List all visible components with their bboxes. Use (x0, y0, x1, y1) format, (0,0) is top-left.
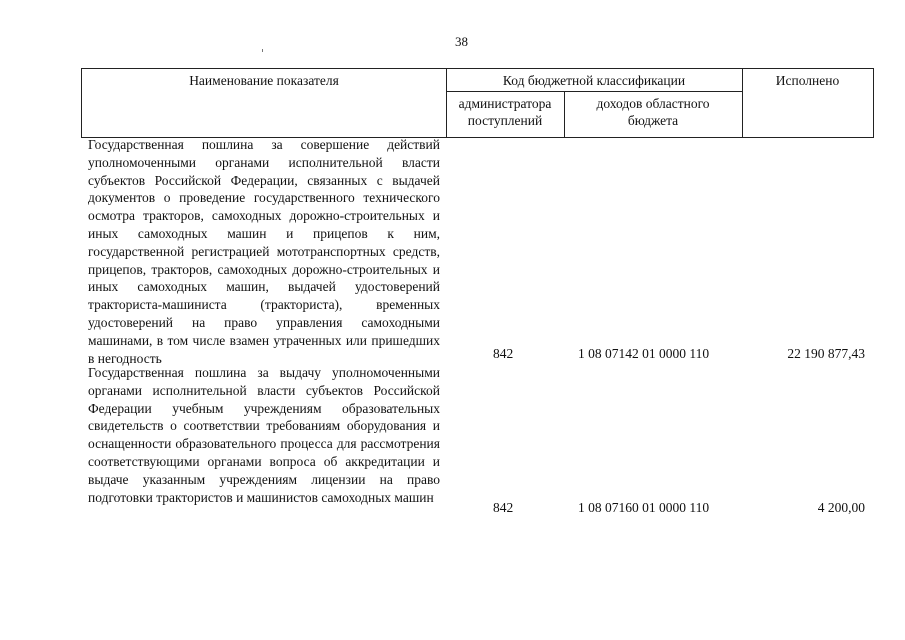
row-admin-code: 842 (493, 500, 514, 515)
header-income-column: доходов областного бюджета (596, 96, 710, 128)
page-number: 38 (455, 34, 468, 49)
header-name-column: Наименование показателя (189, 73, 339, 88)
row-income-code: 1 08 07142 01 0000 110 (578, 346, 710, 361)
row-executed: 4 200,00 (817, 500, 865, 515)
row-executed: 22 190 877,43 (787, 346, 865, 361)
header-admin-column: администратора поступлений (458, 96, 552, 128)
row-income-code: 1 08 07160 01 0000 110 (578, 500, 710, 515)
row-description: Государственная пошлина за совершение действий уполномоченными органами исполнительной власти субъектов Российской Федерации, связанных с выдачей документов о проведение государственного технического осмотра тракторов, самоходных дорожно-строительных и иных самоходных машин и прицепов к ним, государственной регистрацией мототранспортных средств, прицепов, тракторов, самоходных дорожно-строительных и иных самоходных машин, выдачей удостоверений тракториста-машиниста (тракториста), временных удостоверений на право управления самоходными машинами, в том числе взамен утраченных или пришедших в негодность (88, 137, 440, 366)
header-divider (446, 91, 742, 92)
table-header (81, 68, 874, 138)
scan-mark (262, 49, 263, 52)
row-admin-code: 842 (493, 346, 514, 361)
row-description: Государственная пошлина за выдачу уполномоченными органами исполнительной власти субъектов Российской Федерации учебным учреждениям образовательных свидетельств о соответствии требованиям оборудования и оснащенности образовательного процесса для рассмотрения соответствующими органами вопроса об аккредитации и выдаче указанным учреждениям лицензии на право подготовки трактористов и машинистов самоходных машин (88, 365, 440, 505)
header-divider (564, 91, 565, 137)
header-code-group: Код бюджетной классификации (502, 73, 686, 88)
header-executed-column: Исполнено (775, 73, 840, 88)
